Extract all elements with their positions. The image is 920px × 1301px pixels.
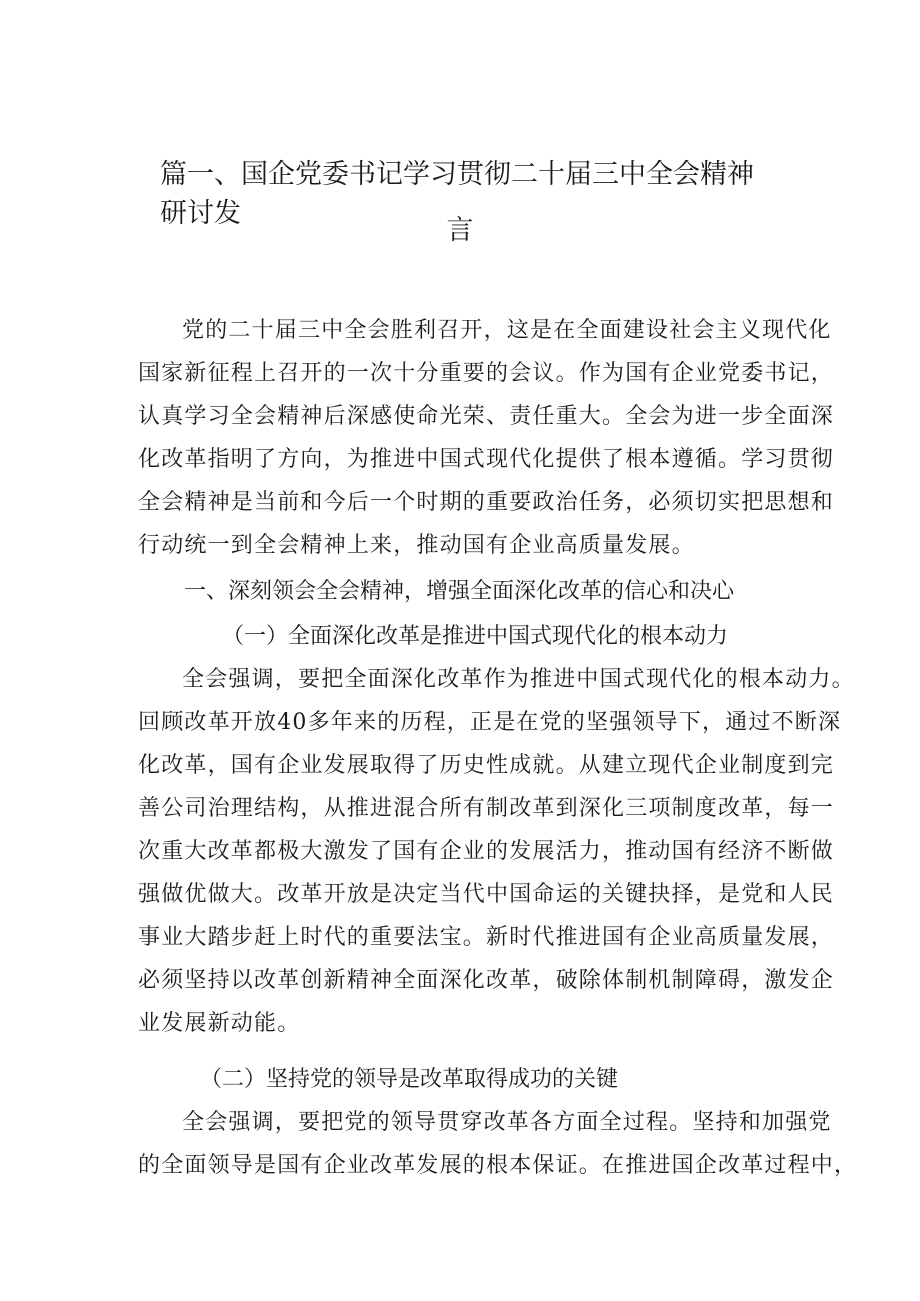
section-heading: 一、深刻领会全会精神，增强全面深化改革的信心和决心 (184, 579, 735, 604)
body-line: 的全面领导是国有企业改革发展的根本保证。在推进国企改革过程中， (138, 1153, 858, 1178)
body-line: 业发展新动能。 (138, 1011, 301, 1036)
body-line: 回顾改革开放40多年来的历程，正是在党的坚强领导下，通过不断深 (138, 710, 842, 735)
intro-line: 化改革指明了方向，为推进中国式现代化提供了根本遵循。学习贯彻 (138, 447, 835, 472)
intro-line: 行动统一到全会精神上来，推动国有企业高质量发展。 (138, 533, 695, 558)
document-title-line-2: 言 (446, 215, 474, 246)
intro-line: 国家新征程上召开的一次十分重要的会议。作为国有企业党委书记， (138, 361, 835, 386)
body-line: 化改革，国有企业发展取得了历史性成就。从建立现代企业制度到完 (138, 753, 835, 778)
body-line: 善公司治理结构，从推进混合所有制改革到深化三项制度改革，每一 (138, 796, 835, 821)
intro-line: 党的二十届三中全会胜利召开，这是在全面建设社会主义现代化 (182, 318, 832, 343)
subsection-heading: （二）坚持党的领导是改革取得成功的关键 (200, 1067, 619, 1092)
body-line: 事业大踏步赶上时代的重要法宝。新时代推进国有企业高质量发展， (138, 925, 835, 950)
body-line: 次重大改革都极大激发了国有企业的发展活力，推动国有经济不断做 (138, 839, 835, 864)
body-line: 全会强调，要把全面深化改革作为推进中国式现代化的根本动力。 (182, 667, 855, 692)
body-line: 必须坚持以改革创新精神全面深化改革，破除体制机制障碍，激发企 (138, 968, 835, 993)
subsection-heading: （一）全面深化改革是推进中国式现代化的根本动力 (222, 624, 729, 649)
intro-line: 认真学习全会精神后深感使命光荣、责任重大。全会为进一步全面深 (138, 404, 835, 429)
intro-line: 全会精神是当前和今后一个时期的重要政治任务，必须切实把思想和 (138, 490, 835, 515)
document-title-line-1: 篇一、国企党委书记学习贯彻二十届三中全会精神研讨发 (160, 159, 754, 229)
body-line: 强做优做大。改革开放是决定当代中国命运的关键抉择，是党和人民 (138, 882, 835, 907)
body-line: 全会强调，要把党的领导贯穿改革各方面全过程。坚持和加强党 (182, 1110, 832, 1135)
